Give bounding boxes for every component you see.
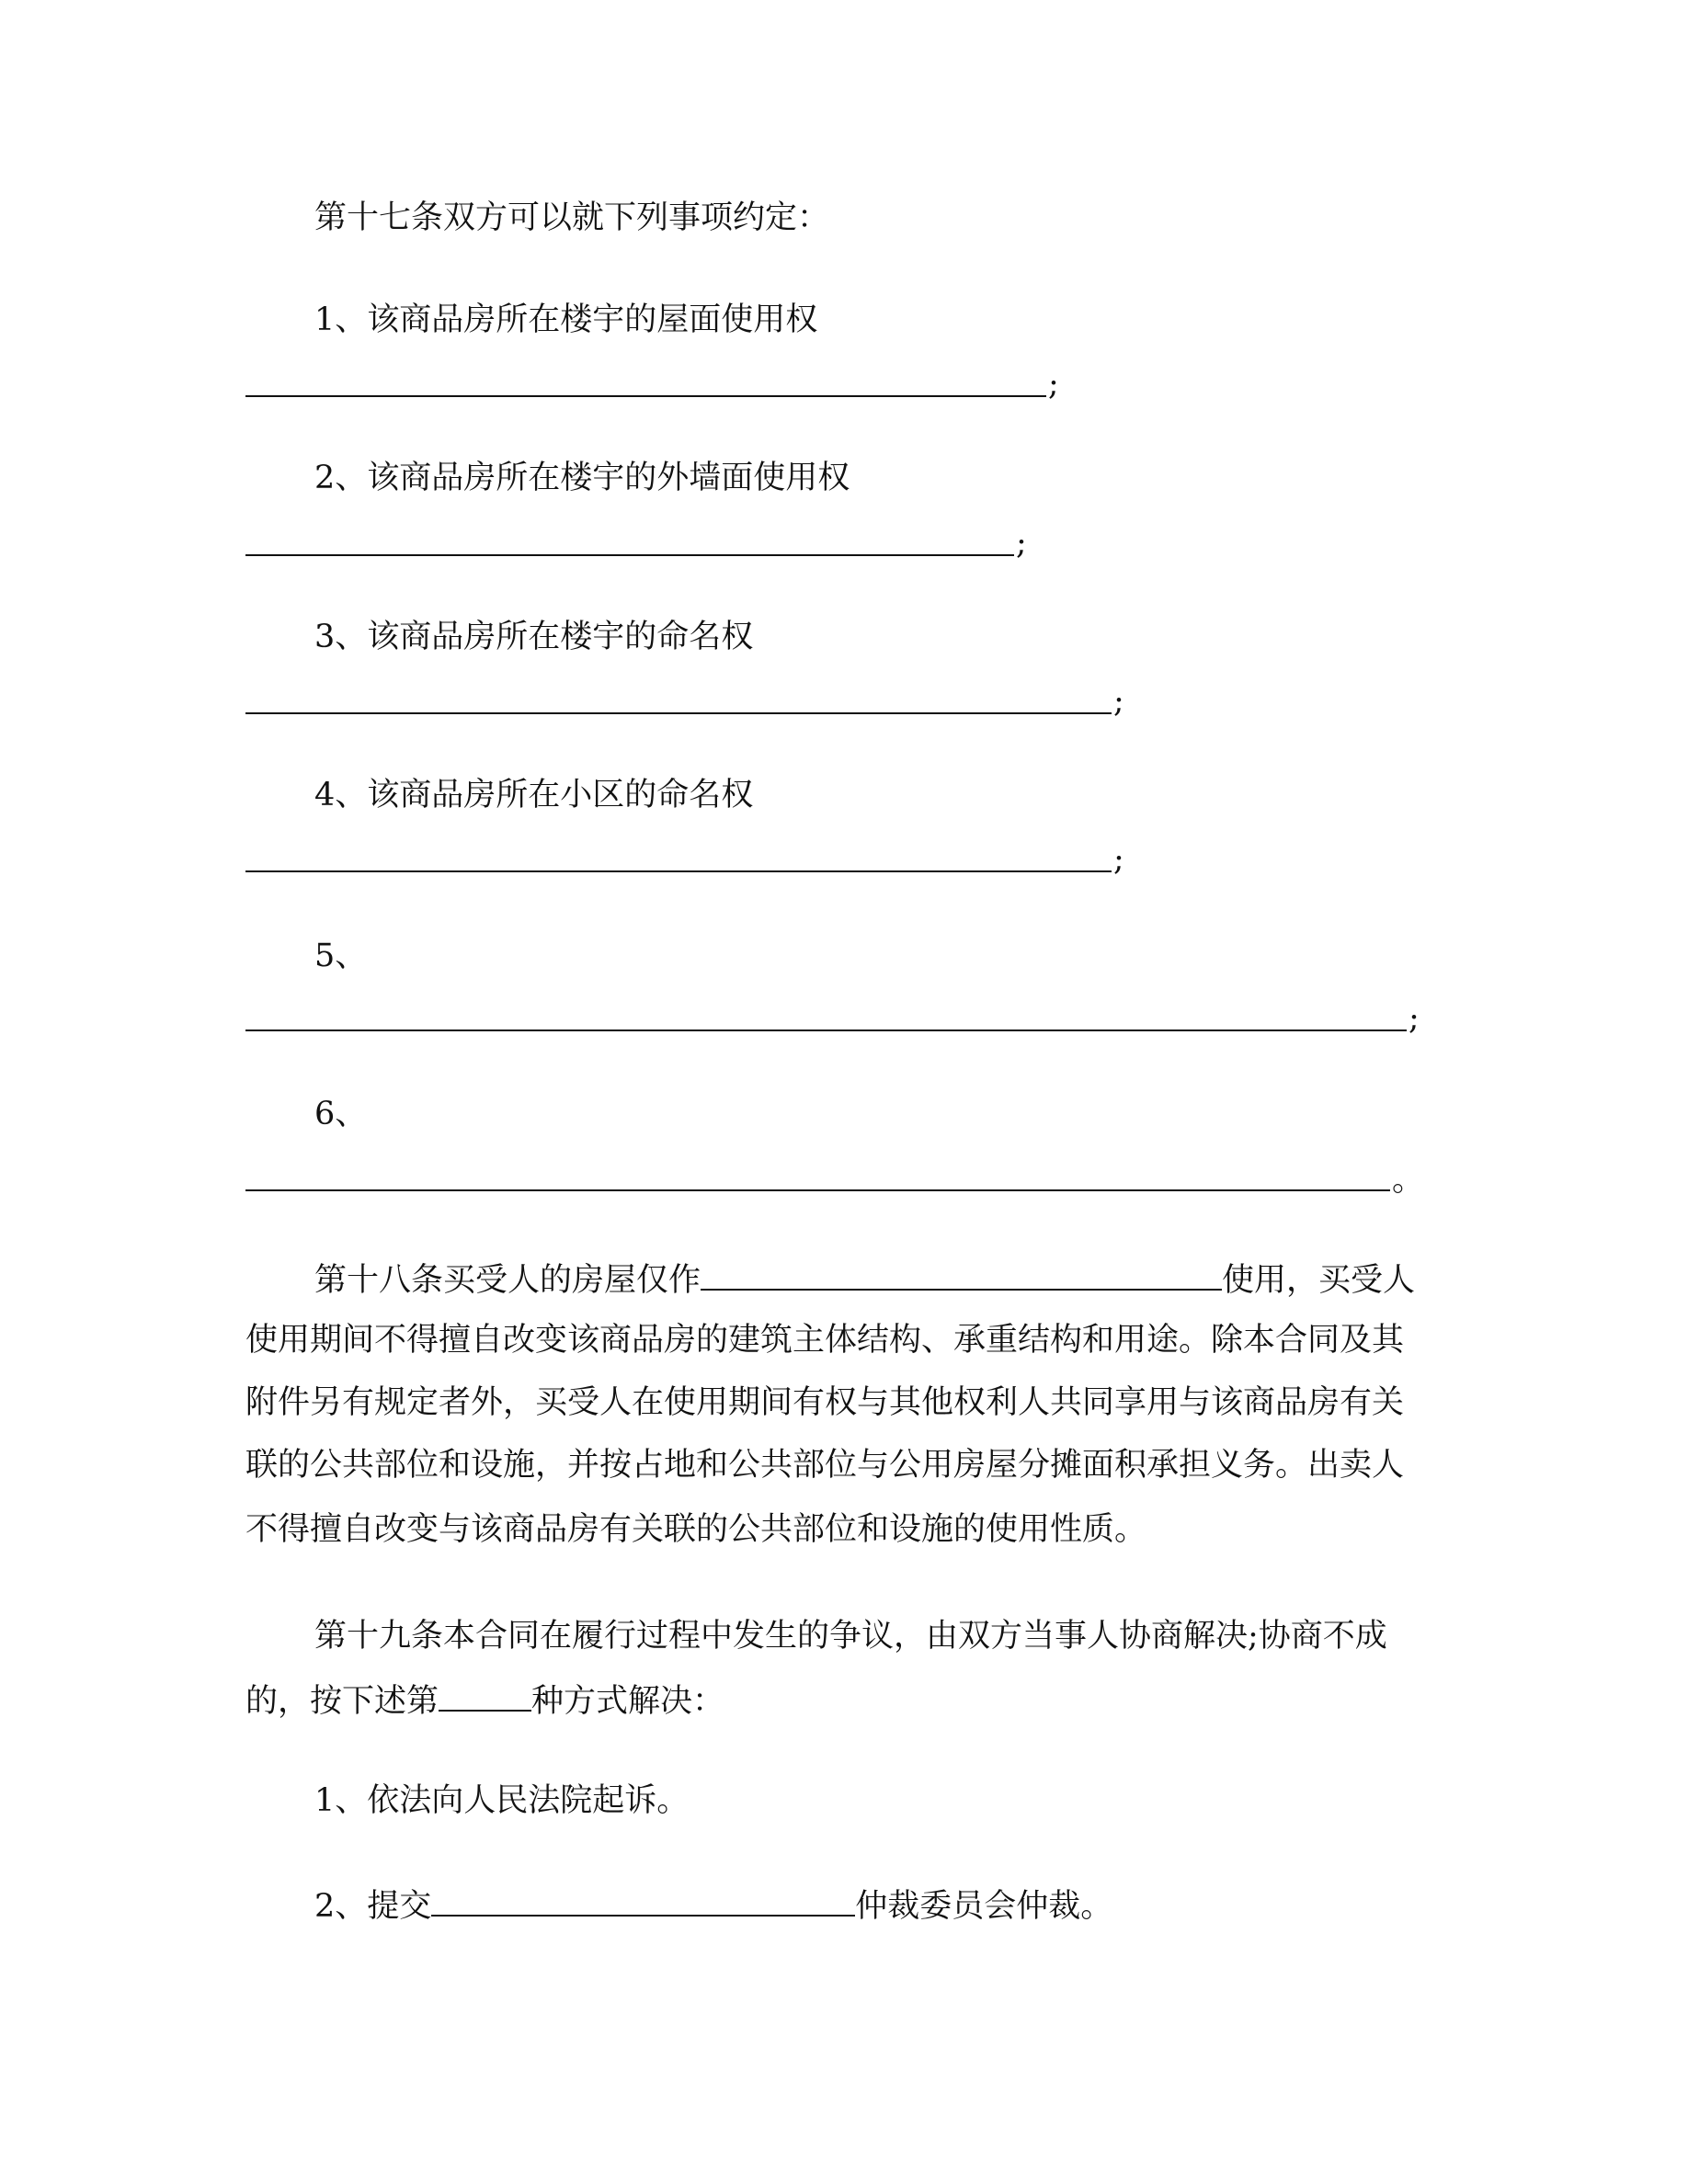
option2-after: 仲裁委员会仲裁。	[855, 1888, 1113, 1925]
blank-line-3[interactable]	[245, 681, 1112, 714]
blank-line-6[interactable]	[245, 1158, 1390, 1191]
article19-line-2	[245, 1678, 724, 1722]
item-1-end: ;	[1048, 366, 1059, 403]
blank-line-5[interactable]	[245, 998, 1407, 1031]
article19-option-1: 1、依法向人民法院起诉。	[314, 1782, 690, 1819]
article18-line-1	[314, 1257, 1415, 1301]
item-5-end: ;	[1409, 1000, 1420, 1037]
article17-item-5: 5、	[314, 938, 368, 974]
article17-item-6: 6、	[314, 1096, 368, 1132]
article19-after: 种方式解决：	[531, 1683, 725, 1720]
arbitration-committee-blank[interactable]	[431, 1883, 855, 1917]
article18-line-2: 使用期间不得擅自改变该商品房的建筑主体结构、承重结构和用途。除本合同及其	[245, 1322, 1405, 1359]
usage-blank[interactable]	[701, 1257, 1222, 1291]
item-4-end: ;	[1113, 841, 1124, 878]
article17-item-3: 3、该商品房所在楼宇的命名权	[314, 619, 754, 655]
item-6-end: 。	[1392, 1162, 1425, 1199]
article18-before: 第十八条买受人的房屋仅作	[314, 1262, 701, 1299]
item-2-end: ;	[1016, 525, 1027, 562]
method-number-blank[interactable]	[439, 1678, 531, 1712]
article19-line-1: 第十九条本合同在履行过程中发生的争议，由双方当事人协商解决;协商不成	[314, 1618, 1387, 1655]
article18-line-4: 联的公共部位和设施，并按占地和公共部位与公用房屋分摊面积承担义务。出卖人	[245, 1447, 1405, 1484]
article17-item-2: 2、该商品房所在楼宇的外墙面使用权	[314, 460, 850, 496]
article17-item-1: 1、该商品房所在楼宇的屋面使用权	[314, 301, 818, 338]
article18-after: 使用，买受人	[1222, 1262, 1416, 1299]
blank-line-1[interactable]	[245, 364, 1046, 397]
article18-line-3: 附件另有规定者外，买受人在使用期间有权与其他权利人共同享用与该商品房有关	[245, 1384, 1405, 1421]
article17-heading: 第十七条双方可以就下列事项约定：	[314, 199, 830, 236]
blank-line-2[interactable]	[245, 523, 1014, 556]
article18-line-5: 不得擅自改变与该商品房有关联的公共部位和设施的使用性质。	[245, 1511, 1147, 1548]
option2-before: 2、提交	[314, 1888, 432, 1925]
article17-item-4: 4、该商品房所在小区的命名权	[314, 777, 754, 813]
blank-line-4[interactable]	[245, 839, 1112, 872]
article19-before: 的，按下述第	[245, 1683, 439, 1720]
article19-option-2	[314, 1883, 1112, 1927]
item-3-end: ;	[1113, 683, 1124, 720]
